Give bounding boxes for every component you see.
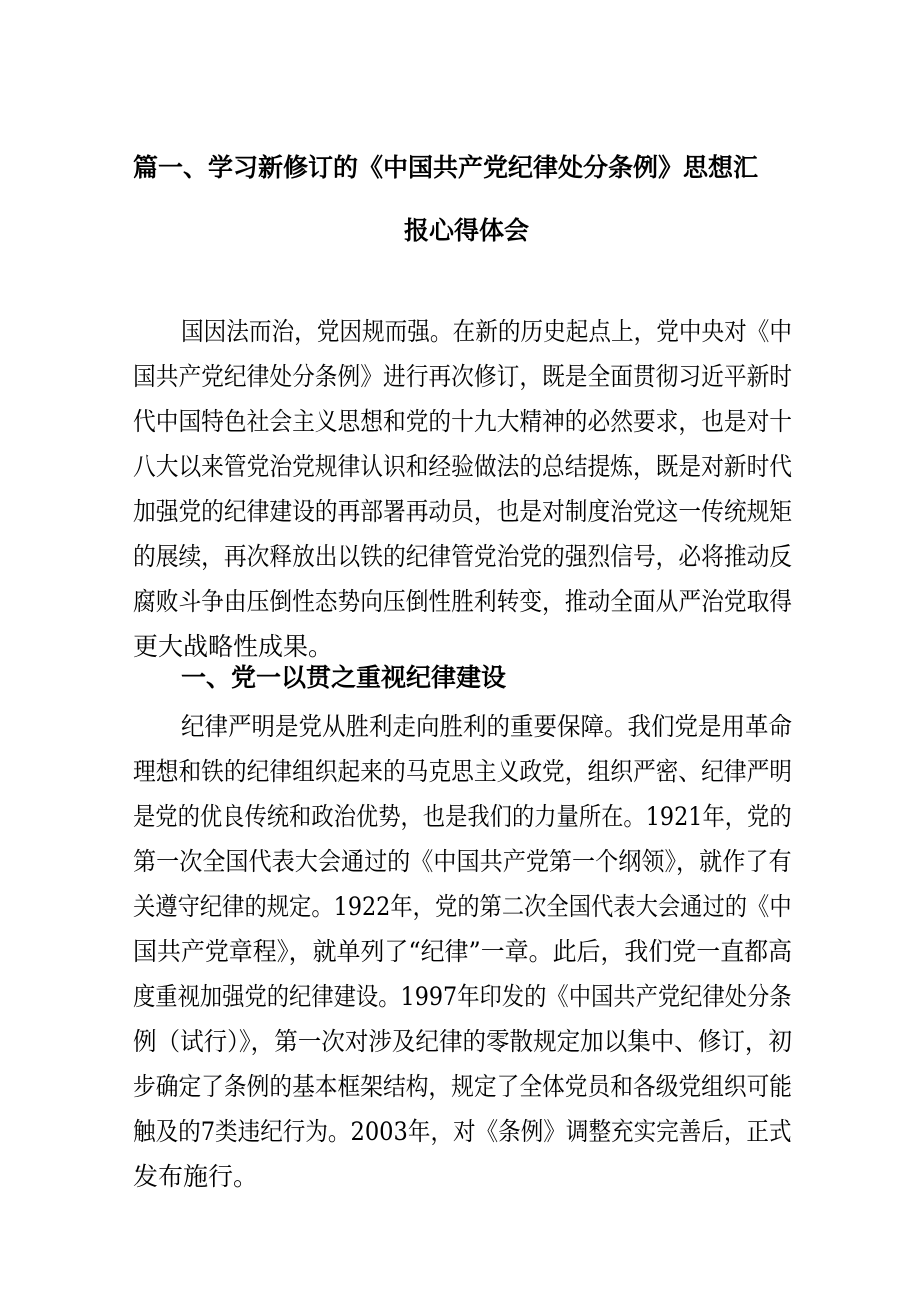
paragraph-line: 理想和铁的纪律组织起来的马克思主义政党，组织严密、纪律严明 (133, 757, 793, 786)
paragraph-line: 加强党的纪律建设的再部署再动员，也是对制度治党这一传统规矩 (133, 497, 793, 526)
paragraph-line: 步确定了条例的基本框架结构，规定了全体党员和各级党组织可能 (133, 1072, 793, 1101)
paragraph-line: 国共产党纪律处分条例》进行再次修订，既是全面贯彻习近平新时 (133, 362, 793, 391)
paragraph-line: 发布施行。 (133, 1162, 259, 1191)
paragraph-line: 更大战略性成果。 (133, 632, 334, 661)
paragraph-line: 的展续，再次释放出以铁的纪律管党治党的强烈信号，必将推动反 (133, 542, 793, 571)
paragraph-line: 是党的优良传统和政治优势，也是我们的力量所在。1921年，党的 (133, 802, 792, 831)
paragraph-line: 八大以来管党治党规律认识和经验做法的总结提炼，既是对新时代 (133, 452, 793, 481)
paragraph-line: 关遵守纪律的规定。1922年，党的第二次全国代表大会通过的《中 (133, 892, 792, 921)
paragraph-line: 触及的7类违纪行为。2003年，对《条例》调整充实完善后，正式 (133, 1117, 792, 1146)
paragraph-line: 纪律严明是党从胜利走向胜利的重要保障。我们党是用革命 (181, 712, 793, 741)
paragraph-line: 第一次全国代表大会通过的《中国共产党第一个纲领》，就作了有 (133, 847, 792, 876)
paragraph-line: 国因法而治，党因规而强。在新的历史起点上，党中央对《中 (181, 317, 793, 346)
paragraph-line: 例（试行）》，第一次对涉及纪律的零散规定加以集中、修订，初 (133, 1027, 792, 1056)
paragraph-line: 度重视加强党的纪律建设。1997年印发的《中国共产党纪律处分条 (133, 982, 792, 1011)
paragraph-line: 代中国特色社会主义思想和党的十九大精神的必然要求，也是对十 (133, 407, 793, 436)
paragraph-line: 国共产党章程》，就单列了“纪律”一章。此后，我们党一直都高 (133, 937, 793, 966)
document-title-line-2: 报心得体会 (404, 216, 530, 245)
document-title-line-1: 篇一、学习新修订的《中国共产党纪律处分条例》思想汇 (133, 153, 759, 182)
section-heading-1: 一、党一以贯之重视纪律建设 (181, 663, 507, 692)
paragraph-line: 腐败斗争由压倒性态势向压倒性胜利转变，推动全面从严治党取得 (133, 587, 793, 616)
